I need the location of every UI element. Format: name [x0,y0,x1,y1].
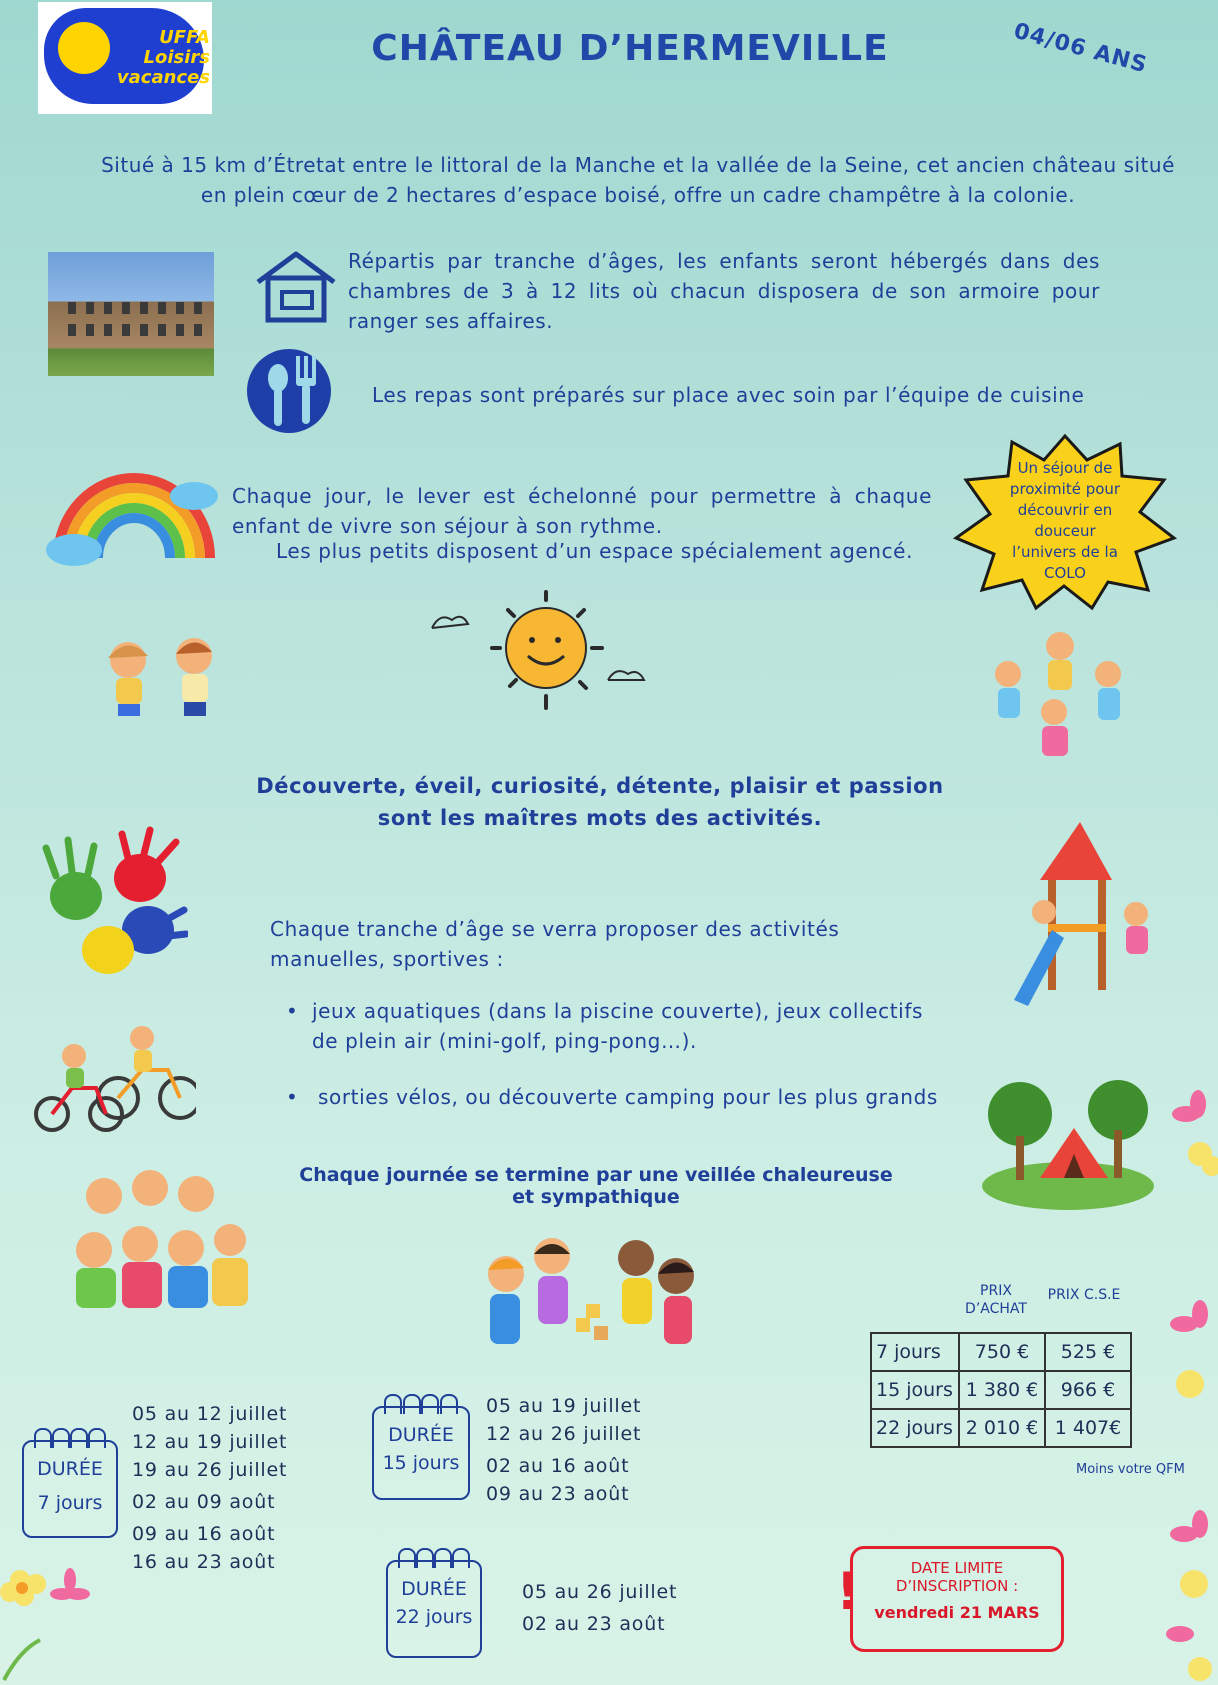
logo-cloud [44,8,210,104]
small-kids-text: Les plus petits disposent d’un espace spécialement agencé. [276,539,914,563]
session-date: 05 au 12 juillet [132,1403,288,1425]
activity-bullet-1-text: jeux aquatiques (dans la piscine couverte), jeux collectifs de plein air (mini-golf, ping-pong…). [312,999,923,1053]
promo-burst [952,430,1178,612]
kids-circle-illustration [984,630,1144,780]
meals-text: Les repas sont préparés sur place avec soin par l’équipe de cuisine [372,383,1085,407]
activities-intro: Chaque tranche d’âge se verra proposer des activités manuelles, sportives : [270,917,840,971]
activity-bullet-2-text: sorties vélos, ou découverte camping pour les plus grands [318,1085,938,1109]
camping-illustration [980,1074,1158,1214]
price-purchase: 1 380 € [959,1371,1045,1409]
logo-line-2: Loisirs [143,47,210,68]
flowers-right-decoration [1160,1084,1218,1684]
calendar-rings-icon [34,1428,106,1446]
price-cse: 525 € [1045,1333,1131,1371]
session-date: 05 au 19 juillet [486,1395,642,1417]
cutlery-icon [244,346,334,436]
duration-label: DURÉE [388,1424,454,1446]
chateau-photo [48,252,214,376]
painted-hands-illustration [32,826,188,986]
session-15-dates [486,1392,641,1508]
price-row [871,1409,1131,1447]
price-row [871,1371,1131,1409]
price-row [871,1333,1131,1371]
logo-text [100,28,210,88]
price-duration: 22 jours [871,1409,959,1447]
logo-line-3: vacances [116,67,210,88]
price-header-purchase: PRIX D’ACHAT [965,1283,1027,1317]
activity-bullet-1 [286,996,940,1056]
kids-playing-blocks-illustration [476,1234,706,1354]
session-date: 16 au 23 août [132,1551,276,1573]
burst-text: Un séjour de proximité pour découvrir en douceur l’univers de la COLO [1009,459,1121,582]
registration-deadline [850,1546,1064,1652]
session-date: 12 au 26 juillet [486,1423,642,1445]
playground-illustration [1004,820,1170,1010]
duration-label: DURÉE [401,1578,467,1600]
flowers-left-decoration [0,1540,110,1685]
price-purchase: 750 € [959,1333,1045,1371]
session-22-dates [522,1576,677,1640]
bullet-dot: • [286,999,299,1023]
deadline-date: vendredi 21 MARS [874,1603,1040,1622]
price-cse: 1 407€ [1045,1409,1131,1447]
rainbow-icon [44,438,222,570]
page-title: CHÂTEAU D’HERMEVILLE [371,28,889,69]
price-duration: 15 jours [871,1371,959,1409]
age-range: 04/06 ANS [1011,18,1151,79]
wake-text: Chaque jour, le lever est échelonné pour permettre à chaque enfant de vivre son séjour à son rythme. [232,484,932,538]
calendar-rings-icon [398,1548,470,1566]
duration-days: 7 jours [37,1492,103,1514]
logo-line-1: UFFA [159,27,210,48]
price-cse: 966 € [1045,1371,1131,1409]
session-date: 19 au 26 juillet [132,1459,288,1481]
price-duration: 7 jours [871,1333,959,1371]
duration-calendar-22 [386,1560,482,1658]
uffa-logo [38,2,212,114]
price-header-cse: PRIX C.S.E [1047,1287,1121,1303]
deadline-line-2: D’INSCRIPTION : [895,1577,1019,1595]
kids-group-illustration [64,1164,254,1310]
deadline-line-1: DATE LIMITE [910,1559,1004,1577]
exclamation-icon: ! [836,1562,860,1622]
price-table [870,1332,1132,1448]
price-purchase: 2 010 € [959,1409,1045,1447]
house-bed-icon [254,248,338,324]
session-date: 09 au 16 août [132,1523,276,1545]
session-date: 05 au 26 juillet [522,1581,678,1603]
session-7-dates [132,1400,287,1576]
kids-biking-illustration [30,1026,196,1132]
duration-calendar-15 [372,1406,470,1500]
bullet-dot: • [286,1085,299,1109]
lodging-text: Répartis par tranche d’âges, les enfants seront hébergés dans des chambres de 3 à 12 lits où chacun disposera de son armoire pour ranger ses affaires. [348,249,1100,333]
discover-heading: Découverte, éveil, curiosité, détente, plaisir et passion sont les maîtres mots des activités. [256,774,944,830]
session-date: 02 au 16 août [486,1455,630,1477]
qfm-note: Moins votre QFM [1076,1462,1185,1477]
session-date: 02 au 23 août [522,1613,666,1635]
intro-text: Situé à 15 km d’Étretat entre le littoral de la Manche et la vallée de la Seine, cet ancien château situé en plein cœur de 2 hectares d’espace boisé, offre un cadre champêtre à la colonie. [101,153,1175,207]
session-date: 02 au 09 août [132,1491,276,1513]
duration-calendar-7 [22,1440,118,1538]
sun-icon [430,588,654,718]
duration-days: 15 jours [382,1452,460,1474]
kids-running-illustration [84,630,234,740]
duration-days: 22 jours [395,1606,473,1628]
evening-text: Chaque journée se termine par une veillée chaleureuse et sympathique [299,1164,893,1208]
activity-bullet-2 [286,1082,940,1112]
session-date: 12 au 19 juillet [132,1431,288,1453]
calendar-rings-icon [384,1394,458,1412]
duration-label: DURÉE [37,1458,103,1480]
session-date: 09 au 23 août [486,1483,630,1505]
